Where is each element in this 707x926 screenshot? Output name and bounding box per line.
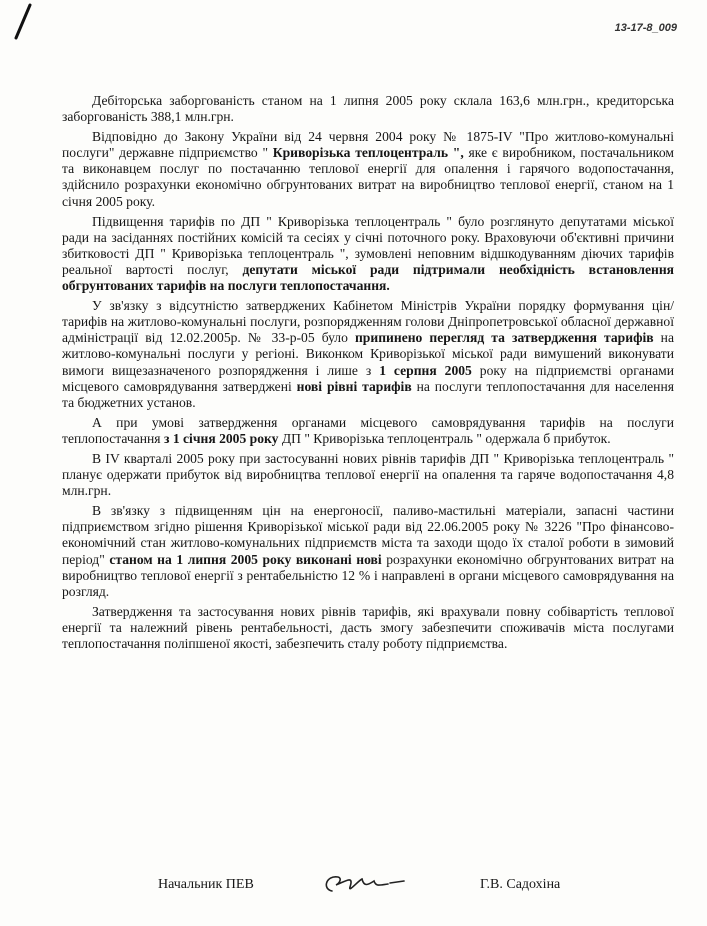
paragraph-profit-condition <box>62 415 674 447</box>
paragraph-text: Підвищення тарифів по ДП " Криворізька теплоцентраль " було розглянуто депутатами міської ради на засіданнях постійних комісій та сесіях у січні поточного року. Враховуючи об'єктивні причини збитковості ДП " Криворізька теплоцентраль ", зумовлені неповним відшкодуванням діючих тарифів реальної вартості послуг, <box>62 213 674 277</box>
paragraph-bold-text: Криворізька теплоцентраль ", <box>268 145 464 161</box>
paragraph-text: Дебіторська заборгованість станом на 1 липня 2005 року склала 163,6 млн.грн., кредиторська заборгованість 388,1 млн.грн. <box>62 93 674 125</box>
paragraph-bold-text: нові рівні тарифів <box>296 378 412 394</box>
paragraph-text: яке є виробником, постачальником та виконавцем послуг по постачанню теплової енергії для опалення і гарячого водопостачання, здійснило розрахунки економічно обгрунтованих витрат на виробництво теплової енергії, станом на 1 січня 2005 року. <box>62 145 674 209</box>
paragraph-text: У зв'язку з відсутністю затверджених Кабінетом Міністрів України порядку формування цін/тарифів на житлово-комунальні послуги, розпорядженням голови Дніпропетровської обласної державної адміністрації від 12.02.2005р. № 33-р-05 було <box>62 298 674 346</box>
paragraph-text: розрахунки економічно обгрунтованих витрат на виробництво теплової енергії з рентабельністю 12 % і направлені в органи місцевого самоврядування на розгляд. <box>62 551 675 599</box>
paragraph-text: А при умові затвердження органами місцевого самоврядування тарифів на послуги теплопостачання <box>62 414 674 446</box>
paragraph-text: В IV кварталі 2005 року при застосуванні нових рівнів тарифів ДП " Криворізька теплоцентраль " планує одержати прибуток від виробництва теплової енергії на опалення та гаряче водопостачання 4,8 млн.грн. <box>62 450 674 499</box>
paragraph-conclusion <box>62 604 674 652</box>
paragraph-text: В зв'язку з підвищенням цін на енергоносії, паливо-мастильні матеріали, запасні частини підприємством згідно рішення Криворізької міської ради від 22.06.2005 року № 3226 "Про фінансово-економічний стан житлово-комунальних підприємств міста та заходи щодо їх сталої роботи в зимовий період" <box>62 503 674 567</box>
paragraph-text: року на підприємстві органами місцевого самоврядування затверджені <box>62 362 675 394</box>
paragraph-bold-text: з 1 січня 2005 року <box>163 430 279 446</box>
handwritten-signature-icon <box>318 867 408 903</box>
paragraph-text: ДП " Криворізька теплоцентраль " одержала б прибуток. <box>278 430 611 446</box>
paragraph-price-increase <box>62 503 674 600</box>
signer-title: Начальник ПЕВ <box>158 877 254 892</box>
signature-block <box>0 867 707 907</box>
paragraph-text: Відповідно до Закону України від 24 червня 2004 року № 1875-IV "Про житлово-комунальні послуги" державне підприємство " <box>62 129 674 161</box>
paragraph-bold-text: 1 серпня 2005 <box>379 362 472 378</box>
paragraph-bold-text: станом на 1 липня 2005 року виконані нові <box>109 551 382 567</box>
document-body <box>62 93 674 656</box>
paragraph-tariff-procedure <box>62 298 674 411</box>
document-reference-code: 13-17-8_009 <box>614 22 677 34</box>
paragraph-tariff-review <box>62 214 674 294</box>
paragraph-text: Затвердження та застосування нових рівнів тарифів, які врахували повну собівартість теплової енергії та належний рівень рентабельності, дасть змогу забезпечити споживачів міста послугами теплопостачання поліпшеної якості, забезпечить сталу роботу підприємства. <box>62 603 674 651</box>
paragraph-text: на послуги теплопостачання для населення та бюджетних установ. <box>62 378 674 410</box>
paragraph-receivables <box>62 93 674 125</box>
paragraph-law-reference <box>62 129 674 209</box>
pen-stroke-icon <box>10 2 36 42</box>
paragraph-bold-text: припинено перегляд та затвердження тарифів <box>354 330 654 346</box>
paragraph-q4-plan <box>62 451 674 499</box>
signer-name: Г.В. Садохіна <box>480 877 561 892</box>
paragraph-text: на житлово-комунальні послуги у регіоні. Виконком Криворізької міської ради вимушений виконувати вимоги вищезазначеного розпорядження і лише з <box>62 330 674 378</box>
paragraph-bold-text: депутати міської ради підтримали необхідність встановлення обгрунтованих тарифів на послуги теплопостачання. <box>62 261 674 294</box>
